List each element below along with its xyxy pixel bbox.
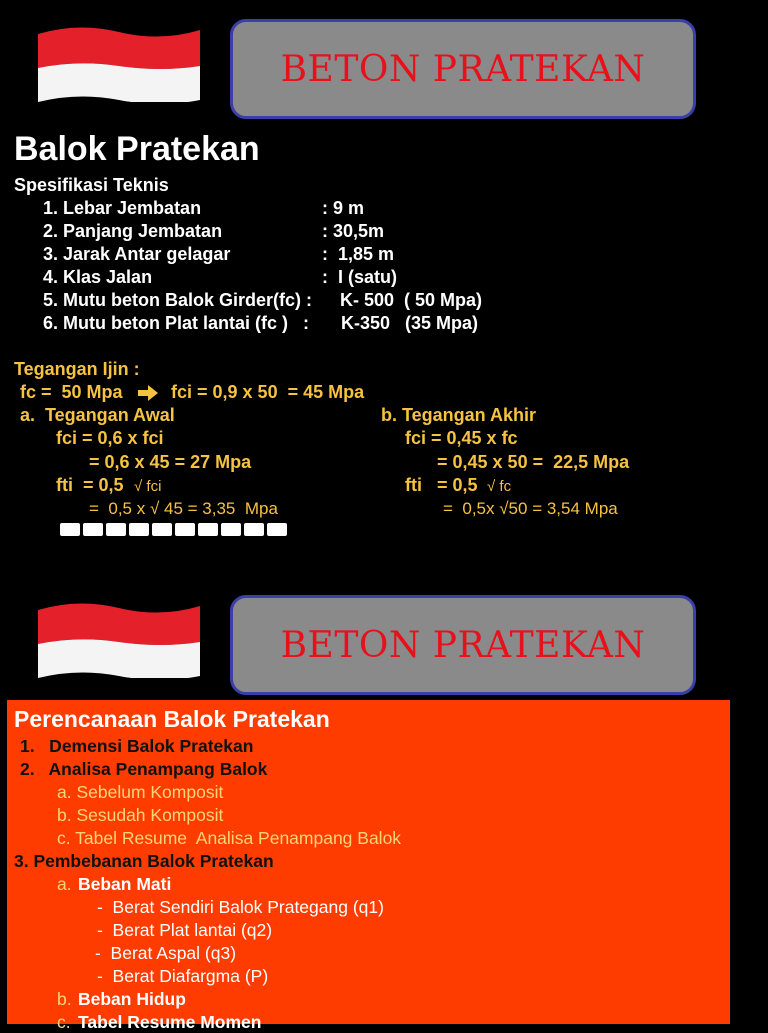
akhir-line-3-root: √ fc [487, 478, 512, 495]
panel-title: Perencanaan Balok Pratekan [14, 706, 330, 732]
spec-value: : I (satu) [322, 267, 397, 287]
title-banner [230, 19, 696, 119]
list-item: - Berat Diafargma (P) [97, 966, 269, 986]
spec-value: K- 500 ( 50 Mpa) [340, 290, 483, 310]
banner-text: BETON PRATEKAN [280, 48, 646, 90]
placeholder-square [244, 523, 264, 536]
placeholder-square [267, 523, 287, 536]
placeholder-square [106, 523, 126, 536]
banner-text: BETON PRATEKAN [280, 624, 646, 666]
spec-label: 1. Lebar Jembatan [43, 198, 202, 218]
list-item: Tabel Resume Momen [78, 1012, 262, 1032]
list-item: 1. Demensi Balok Pratekan [20, 736, 254, 756]
placeholder-squares [60, 523, 287, 536]
list-item: Beban Hidup [78, 989, 186, 1009]
list-item: 2. Analisa Penampang Balok [20, 759, 268, 779]
list-marker: a. [57, 874, 72, 894]
spec-label: 3. Jarak Antar gelagar [43, 244, 231, 264]
indonesia-flag-icon [38, 598, 200, 678]
list-item: a. Sebelum Komposit [57, 782, 224, 802]
list-item: - Berat Aspal (q3) [95, 943, 237, 963]
placeholder-square [83, 523, 103, 536]
awal-line-3: fti = 0,5 [56, 475, 124, 495]
tegangan-akhir-heading: b. Tegangan Akhir [381, 405, 537, 425]
spec-value: : 9 m [322, 198, 365, 218]
akhir-line-4: = 0,5x √50 = 3,54 Mpa [443, 499, 618, 518]
content-panel [7, 700, 730, 1032]
list-item: 3. Pembebanan Balok Pratekan [14, 851, 274, 871]
list-item: Beban Mati [78, 874, 172, 894]
page-title: Balok Pratekan [14, 130, 260, 168]
spec-value: : 30,5m [322, 221, 385, 241]
placeholder-square [175, 523, 195, 536]
list-item: - Berat Sendiri Balok Prategang (q1) [97, 897, 384, 917]
spec-value: : 1,85 m [322, 244, 395, 264]
awal-line-3-root: √ fci [134, 478, 162, 495]
list-marker: b. [57, 989, 72, 1009]
spec-label: 4. Klas Jalan [43, 267, 153, 287]
fc-value: fc = 50 Mpa [20, 382, 123, 402]
awal-line-2: = 0,6 x 45 = 27 Mpa [89, 452, 252, 472]
spec-heading: Spesifikasi Teknis [14, 175, 169, 195]
list-item: b. Sesudah Komposit [57, 805, 224, 825]
placeholder-square [129, 523, 149, 536]
awal-line-1: fci = 0,6 x fci [56, 428, 164, 448]
tegangan-awal-heading: a. Tegangan Awal [20, 405, 175, 425]
akhir-line-1: fci = 0,45 x fc [405, 428, 518, 448]
title-banner [230, 595, 696, 695]
placeholder-square [221, 523, 241, 536]
list-marker: c. [57, 1012, 71, 1032]
arrow-right-icon [137, 384, 159, 402]
list-item: - Berat Plat lantai (q2) [97, 920, 273, 940]
akhir-line-3: fti = 0,5 [405, 475, 478, 495]
spec-label: 2. Panjang Jembatan [43, 221, 223, 241]
list-item: c. Tabel Resume Analisa Penampang Balok [57, 828, 402, 848]
akhir-line-2: = 0,45 x 50 = 22,5 Mpa [437, 452, 630, 472]
spec-label: 6. Mutu beton Plat lantai (fc ) : [43, 313, 310, 333]
indonesia-flag-icon [38, 22, 200, 102]
fci-value: fci = 0,9 x 50 = 45 Mpa [171, 382, 365, 402]
tegangan-heading: Tegangan Ijin : [14, 359, 140, 379]
spec-label: 5. Mutu beton Balok Girder(fc) : [43, 290, 313, 310]
placeholder-square [198, 523, 218, 536]
placeholder-square [60, 523, 80, 536]
spec-value: K-350 (35 Mpa) [336, 313, 479, 333]
awal-line-4: = 0,5 x √ 45 = 3,35 Mpa [89, 499, 278, 518]
placeholder-square [152, 523, 172, 536]
